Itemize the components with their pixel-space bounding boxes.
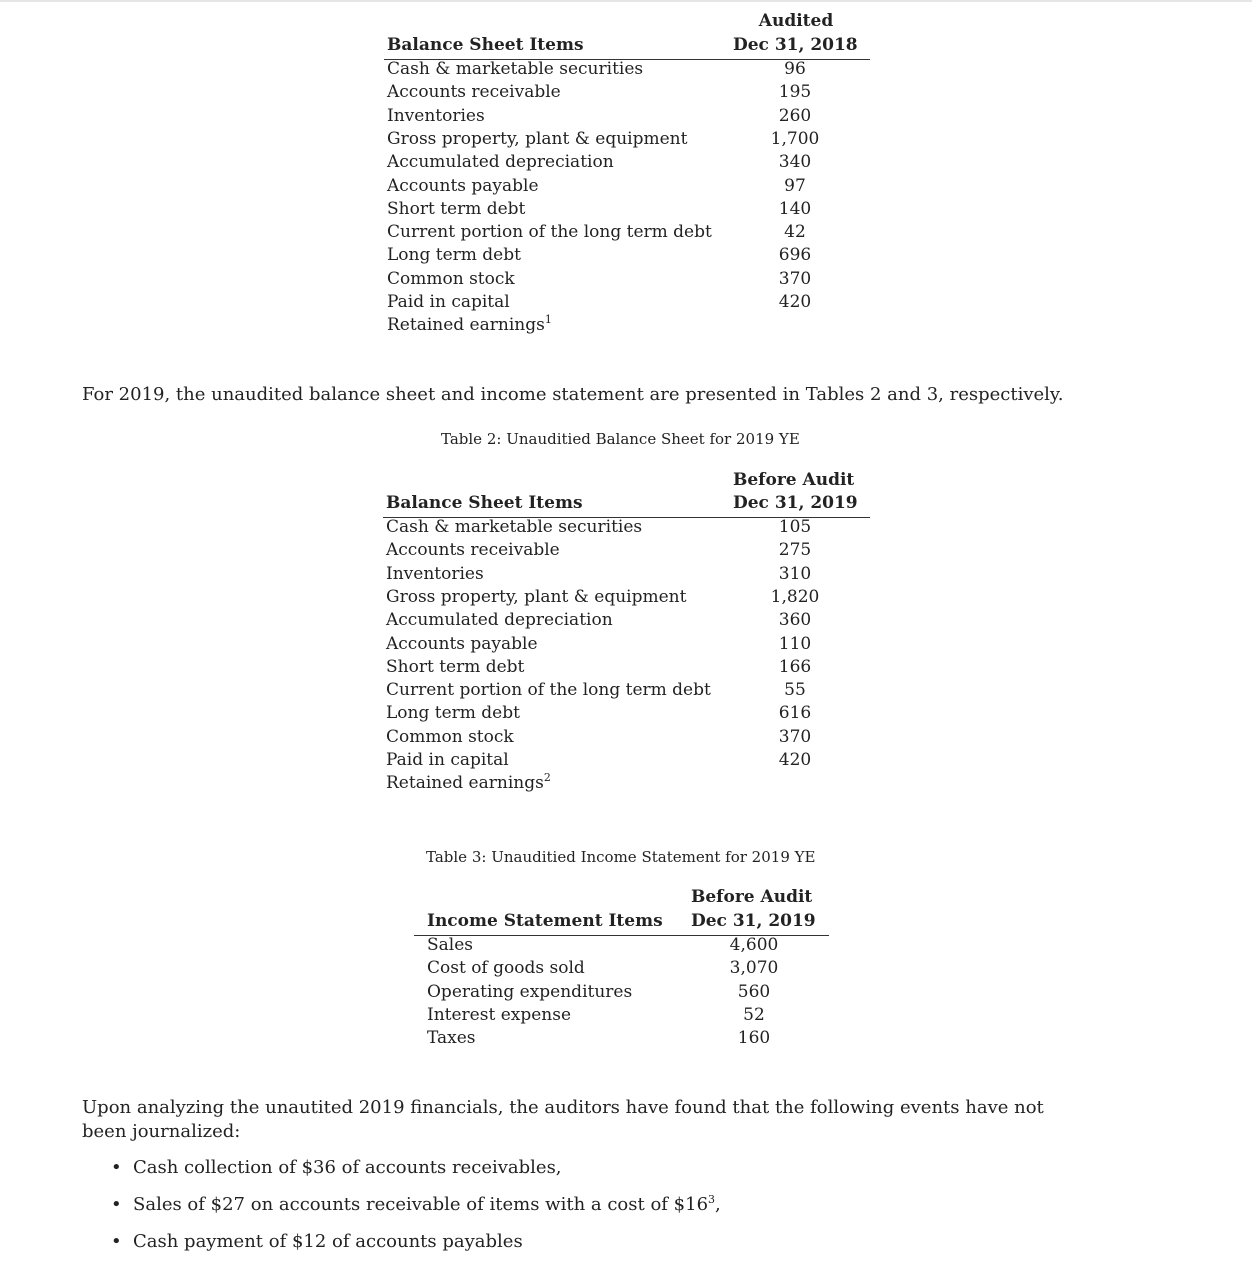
row-value: 1,700 (770, 128, 820, 149)
row-value: 360 (778, 610, 812, 631)
column-header-before-audit: Before Audit (691, 887, 813, 907)
audit-paragraph: Upon analyzing the unautited 2019 financials, the auditors have found that the following events have not been journalized: (82, 1097, 1044, 1142)
row-label: Short term debt (387, 198, 526, 219)
row-value: 195 (778, 82, 812, 103)
footnote-marker: 3 (708, 1193, 716, 1206)
row-label: Taxes (427, 1028, 476, 1049)
row-value: 420 (778, 292, 812, 312)
row-value: 1,820 (770, 586, 820, 607)
row-value: 55 (784, 680, 806, 701)
row-label: Operating expenditures (427, 981, 633, 1002)
row-label: Short term debt (386, 656, 525, 677)
page-top-border (0, 0, 1252, 2)
row-value: 110 (778, 633, 812, 654)
row-label: Retained earnings$^1$ (387, 313, 552, 336)
row-value: 166 (778, 656, 812, 677)
list-item-suffix: , (715, 1194, 721, 1215)
row-label: Accumulated depreciation (386, 610, 613, 631)
row-label: Retained earnings$^2$ (386, 771, 551, 794)
row-label: Common stock (386, 726, 514, 747)
bullet-icon: • (111, 1231, 122, 1252)
row-label: Accounts payable (387, 175, 539, 196)
row-label: Inventories (387, 105, 485, 126)
list-item (111, 1193, 721, 1215)
row-value: 420 (778, 750, 812, 770)
footnote-marker: 1 (544, 313, 552, 327)
row-value: 105 (778, 517, 812, 537)
row-value: 3,070 (729, 958, 779, 979)
row-label: Gross property, plant & equipment (387, 128, 688, 149)
row-label: Accounts receivable (387, 82, 561, 103)
row-label: Cash & marketable securities (386, 517, 643, 537)
row-label: Cash & marketable securities (387, 59, 644, 79)
list-item-text: Cash collection of $36 of accounts receivables, (133, 1157, 562, 1178)
row-label: Cost of goods sold (427, 958, 585, 979)
row-header-balance-sheet-items: Balance Sheet Items (386, 493, 583, 513)
column-header-date: Dec 31, 2018 (733, 35, 858, 55)
list-item-text: Cash payment of $12 of accounts payables (133, 1231, 523, 1252)
row-label: Accounts payable (386, 633, 538, 654)
row-value: 275 (778, 540, 812, 561)
row-value: 140 (778, 198, 812, 219)
row-label: Inventories (386, 563, 484, 584)
column-header-date: Dec 31, 2019 (691, 911, 816, 931)
list-item (111, 1231, 523, 1252)
row-label: Current portion of the long term debt (387, 222, 712, 243)
row-value: 4,600 (729, 935, 779, 955)
row-label: Paid in capital (386, 750, 509, 770)
row-label: Long term debt (386, 703, 520, 724)
row-value: 370 (778, 268, 812, 289)
row-value: 370 (778, 726, 812, 747)
column-header-audited: Audited (758, 11, 834, 31)
row-value: 340 (778, 152, 812, 173)
row-value: 696 (778, 245, 812, 266)
row-label: Gross property, plant & equipment (386, 586, 687, 607)
row-label: Accumulated depreciation (387, 152, 614, 173)
row-label: Accounts receivable (386, 540, 560, 561)
row-label: Interest expense (427, 1004, 572, 1025)
column-header-before-audit: Before Audit (733, 470, 855, 490)
row-label: Long term debt (387, 245, 521, 266)
list-item (111, 1157, 562, 1178)
table2-caption: Table 2: Unauditied Balance Sheet for 2019 YE (441, 430, 800, 448)
row-value: 310 (778, 563, 812, 584)
row-label: Sales (427, 935, 474, 955)
bullet-icon: • (111, 1194, 122, 1215)
column-header-date: Dec 31, 2019 (733, 493, 858, 513)
row-value: 52 (743, 1004, 765, 1025)
row-value: 560 (737, 981, 771, 1002)
table3-caption: Table 3: Unauditied Income Statement for 2019 YE (426, 848, 816, 866)
list-item-text: Sales of $27 on accounts receivable of items with a cost of $16 (133, 1194, 709, 1215)
row-label: Paid in capital (387, 292, 510, 312)
intro-paragraph: For 2019, the unaudited balance sheet and income statement are presented in Tables 2 and 3, respectively. (82, 384, 1064, 405)
bullet-icon: • (111, 1157, 122, 1178)
footnote-marker: 2 (543, 771, 551, 785)
row-value: 260 (778, 105, 812, 126)
row-value: 96 (784, 59, 806, 79)
row-header-balance-sheet-items: Balance Sheet Items (387, 35, 584, 55)
row-value: 616 (778, 703, 812, 724)
row-header-income-statement-items: Income Statement Items (427, 911, 663, 931)
row-label: Common stock (387, 268, 515, 289)
row-label: Current portion of the long term debt (386, 680, 711, 701)
row-value: 97 (784, 175, 806, 196)
row-value: 42 (784, 222, 806, 243)
row-value: 160 (737, 1028, 771, 1049)
